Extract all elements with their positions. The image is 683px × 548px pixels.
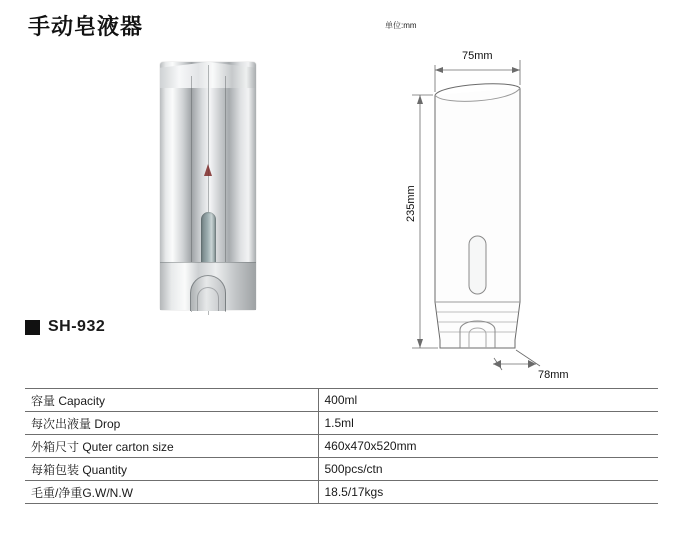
spec-value: 460x470x520mm [318, 435, 658, 458]
model-label: SH-932 [48, 318, 106, 335]
model-row [25, 318, 105, 336]
table-row [25, 458, 658, 481]
spec-table [25, 388, 658, 504]
spec-value: 18.5/17kgs [318, 481, 658, 504]
spec-value: 500pcs/ctn [318, 458, 658, 481]
dim-width-label: 75mm [462, 50, 493, 62]
drawing-svg [390, 40, 660, 381]
spec-value: 1.5ml [318, 412, 658, 435]
square-bullet-icon [25, 320, 40, 335]
spec-table-body [25, 389, 658, 504]
technical-drawing [390, 40, 660, 381]
dim-depth-label: 78mm [538, 369, 569, 381]
table-row [25, 435, 658, 458]
dispenser-base-line [160, 262, 256, 263]
dispenser-nozzle-inner-arch [197, 287, 219, 311]
spec-key: 容量 Capacity [25, 389, 318, 412]
page-title: 手动皂液器 [28, 14, 144, 39]
table-row [25, 412, 658, 435]
table-row [25, 389, 658, 412]
unit-note: 单位:mm [385, 21, 417, 30]
spec-key: 毛重/净重G.W/N.W [25, 481, 318, 504]
table-row [25, 481, 658, 504]
product-photo [160, 62, 256, 310]
spec-key: 每次出液量 Drop [25, 412, 318, 435]
spec-key: 外箱尺寸 Quter carton size [25, 435, 318, 458]
spec-key: 每箱包装 Quantity [25, 458, 318, 481]
dim-height-label: 235mm [405, 185, 417, 222]
spec-value: 400ml [318, 389, 658, 412]
